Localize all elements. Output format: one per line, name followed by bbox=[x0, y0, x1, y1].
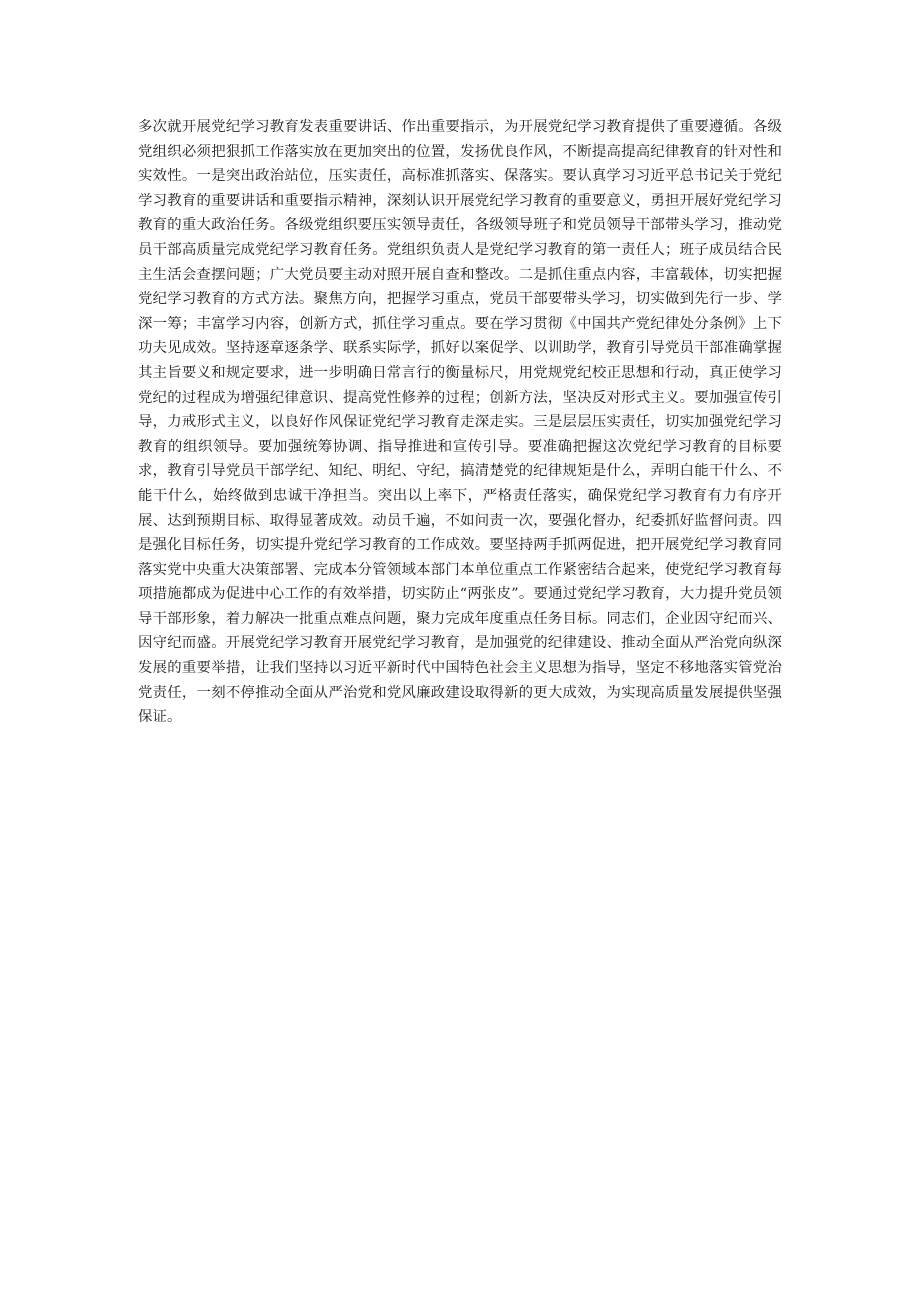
body-paragraph: 多次就开展党纪学习教育发表重要讲话、作出重要指示，为开展党纪学习教育提供了重要遵循。各级党组织必须把狠抓工作落实放在更加突出的位置，发扬优良作风，不断提高提高纪律教育的针对性和实效性。一是突出政治站位，压实责任，高标准抓落实、保落实。要认真学习习近平总书记关于党纪学习教育的重要讲话和重要指示精神，深刻认识开展党纪学习教育的重要意义，勇担开展好党纪学习教育的重大政治任务。各级党组织要压实领导责任，各级领导班子和党员领导干部带头学习，推动党员干部高质量完成党纪学习教育任务。党组织负责人是党纪学习教育的第一责任人；班子成员结合民主生活会查摆问题；广大党员要主动对照开展自查和整改。二是抓住重点内容，丰富载体，切实把握党纪学习教育的方式方法。聚焦方向，把握学习重点，党员干部要带头学习，切实做到先行一步、学深一筹；丰富学习内容，创新方式，抓住学习重点。要在学习贯彻《中国共产党纪律处分条例》上下功夫见成效。坚持逐章逐条学、联系实际学，抓好以案促学、以训助学，教育引导党员干部准确掌握其主旨要义和规定要求，进一步明确日常言行的衡量标尺，用党规党纪校正思想和行动，真正使学习党纪的过程成为增强纪律意识、提高党性修养的过程；创新方法，坚决反对形式主义。要加强宣传引导，力戒形式主义，以良好作风保证党纪学习教育走深走实。三是层层压实责任，切实加强党纪学习教育的组织领导。要加强统筹协调、指导推进和宣传引导。要准确把握这次党纪学习教育的目标要求，教育引导党员干部学纪、知纪、明纪、守纪，搞清楚党的纪律规矩是什么，弄明白能干什么、不能干什么，始终做到忠诚干净担当。突出以上率下，严格责任落实，确保党纪学习教育有力有序开展、达到预期目标、取得显著成效。动员千遍，不如问责一次，要强化督办，纪委抓好监督问责。四是强化目标任务，切实提升党纪学习教育的工作成效。要坚持两手抓两促进，把开展党纪学习教育同落实党中央重大决策部署、完成本分管领域本部门本单位重点工作紧密结合起来，使党纪学习教育每项措施都成为促进中心工作的有效举措，切实防止“两张皮”。要通过党纪学习教育，大力提升党员领导干部形象，着力解决一批重点难点问题，聚力完成年度重点任务目标。同志们，企业因守纪而兴、因守纪而盛。开展党纪学习教育开展党纪学习教育，是加强党的纪律建设、推动全面从严治党向纵深发展的重要举措，让我们坚持以习近平新时代中国特色社会主义思想为指导，坚定不移地落实管党治党责任，一刻不停推动全面从严治党和党风廉政建设取得新的更大成效，为实现高质量发展提供坚强保证。 bbox=[138, 119, 782, 726]
